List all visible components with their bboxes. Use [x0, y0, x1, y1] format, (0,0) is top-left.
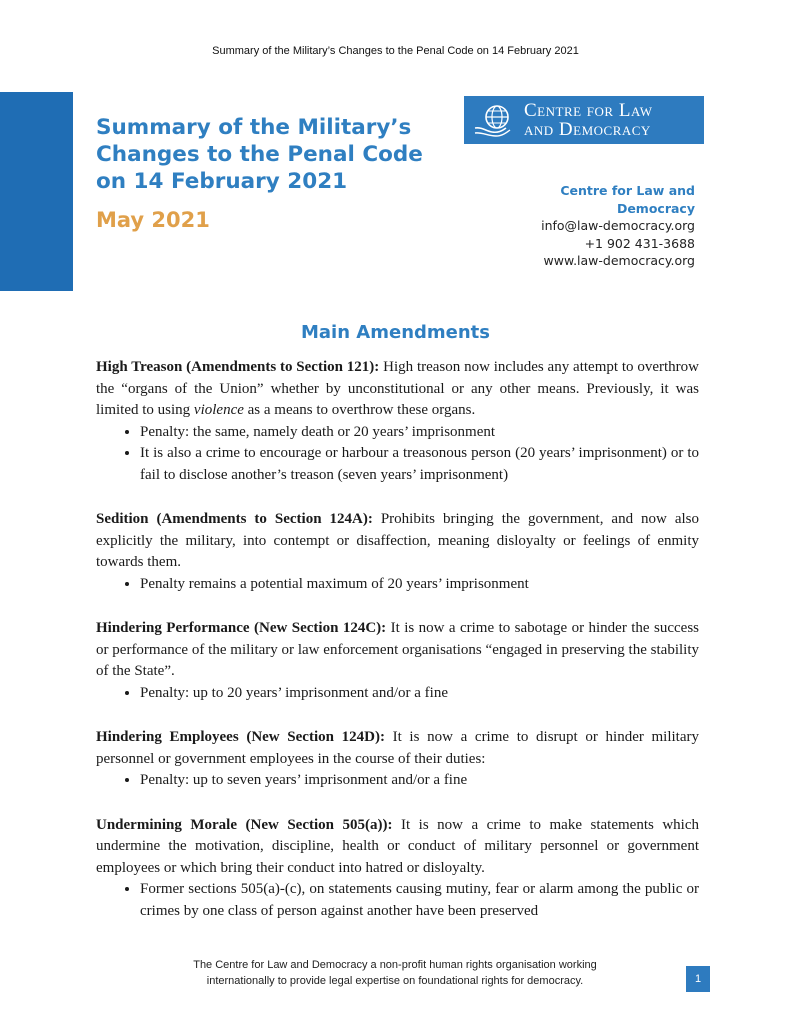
logo-line: Centre for Law: [524, 100, 653, 121]
title-line: Changes to the Penal Code: [96, 142, 423, 167]
penalty-list: [96, 879, 699, 922]
amendment-heading: Undermining Morale (New Section 505(a)):: [96, 816, 393, 833]
amendment-paragraph: [96, 727, 699, 770]
penalty-list: [96, 574, 699, 596]
amendment-heading: High Treason (Amendments to Section 121):: [96, 359, 380, 375]
cld-logo: [464, 96, 704, 144]
amendment-entry: [96, 357, 699, 486]
amendment-emphasis: violence: [193, 402, 244, 418]
amendment-entry: [96, 727, 699, 792]
amendment-paragraph: [96, 357, 699, 422]
side-accent-bar: [0, 92, 73, 291]
amendment-entry: [96, 509, 699, 595]
footer-line: internationally to provide legal expertise on foundational rights for democracy.: [206, 975, 584, 987]
amendment-text: as a means to overthrow these organs.: [243, 402, 476, 418]
contact-block: [475, 182, 695, 270]
penalty-list: [96, 683, 699, 705]
logo-line: and Democracy: [524, 119, 651, 140]
contact-org-name: Democracy: [616, 200, 695, 216]
penalty-item: • Penalty remains a potential maximum of 20 years’ imprisonment: [140, 574, 699, 596]
logo-wordmark: [524, 101, 653, 139]
amendment-entry: [96, 815, 699, 923]
penalty-item: • Former sections 505(a)-(c), on statements causing mutiny, fear or alarm among the public or crimes by one class of person against another have been preserved: [140, 879, 699, 922]
penalty-item: • Penalty: the same, namely death or 20 years’ imprisonment: [140, 422, 699, 444]
amendment-paragraph: [96, 509, 699, 574]
amendments-list: [96, 357, 699, 945]
footer-line: The Centre for Law and Democracy a non-profit human rights organisation working: [193, 959, 597, 971]
contact-email[interactable]: info@law-democracy.org: [541, 218, 695, 233]
penalty-item: • Penalty: up to seven years’ imprisonment and/or a fine: [140, 770, 699, 792]
amendment-text: It is now a crime to make statements which undermine the motivation, discipline, health or conduct of military personnel or government employees or which bring their conduct into hatred or disloyalty.: [96, 816, 699, 876]
contact-phone: +1 902 431-3688: [584, 235, 695, 251]
title-line: Summary of the Military’s: [96, 115, 412, 140]
penalty-list: [96, 422, 699, 487]
amendment-text: It is now a crime to sabotage or hinder the success or performance of the military or law enforcement organisations “engaged in preserving the stability of the State”.: [96, 620, 700, 679]
amendment-heading: Sedition (Amendments to Section 124A):: [96, 511, 373, 527]
page-number: 1: [686, 966, 710, 992]
penalty-list: [96, 770, 699, 792]
globe-hands-icon: [472, 101, 516, 139]
amendment-paragraph: [96, 618, 699, 683]
amendment-text: It is now a crime to disrupt or hinder military personnel or government employees in the course of their duties:: [96, 729, 699, 767]
contact-website[interactable]: www.law-democracy.org: [543, 253, 695, 268]
amendment-paragraph: [96, 815, 699, 880]
amendment-heading: Hindering Performance (New Section 124C):: [96, 620, 387, 636]
page-footer: [140, 957, 650, 989]
amendment-text: Prohibits bringing the government, and now also explicitly the military, into contempt or disaffection, meaning disloyalty or feelings of enmity towards them.: [96, 511, 699, 570]
document-date: May 2021: [96, 208, 210, 232]
amendment-text: High treason now includes any attempt to overthrow the “organs of the Union” whether by unconstitutional or any other means. Previously, it was limited to using: [96, 359, 699, 418]
penalty-item: • Penalty: up to 20 years’ imprisonment and/or a fine: [140, 683, 699, 705]
title-line: on 14 February 2021: [96, 169, 348, 194]
amendment-heading: Hindering Employees (New Section 124D):: [96, 729, 385, 745]
penalty-item: • It is also a crime to encourage or harbour a treasonous person (20 years’ imprisonment) or to fail to disclose another’s treason (seven years’ imprisonment): [140, 443, 699, 486]
contact-org-name: Centre for Law and: [560, 183, 695, 198]
running-header: Summary of the Military’s Changes to the Penal Code on 14 February 2021: [212, 45, 579, 57]
section-heading: Main Amendments: [301, 322, 490, 343]
document-title: [96, 114, 436, 195]
amendment-entry: [96, 618, 699, 704]
